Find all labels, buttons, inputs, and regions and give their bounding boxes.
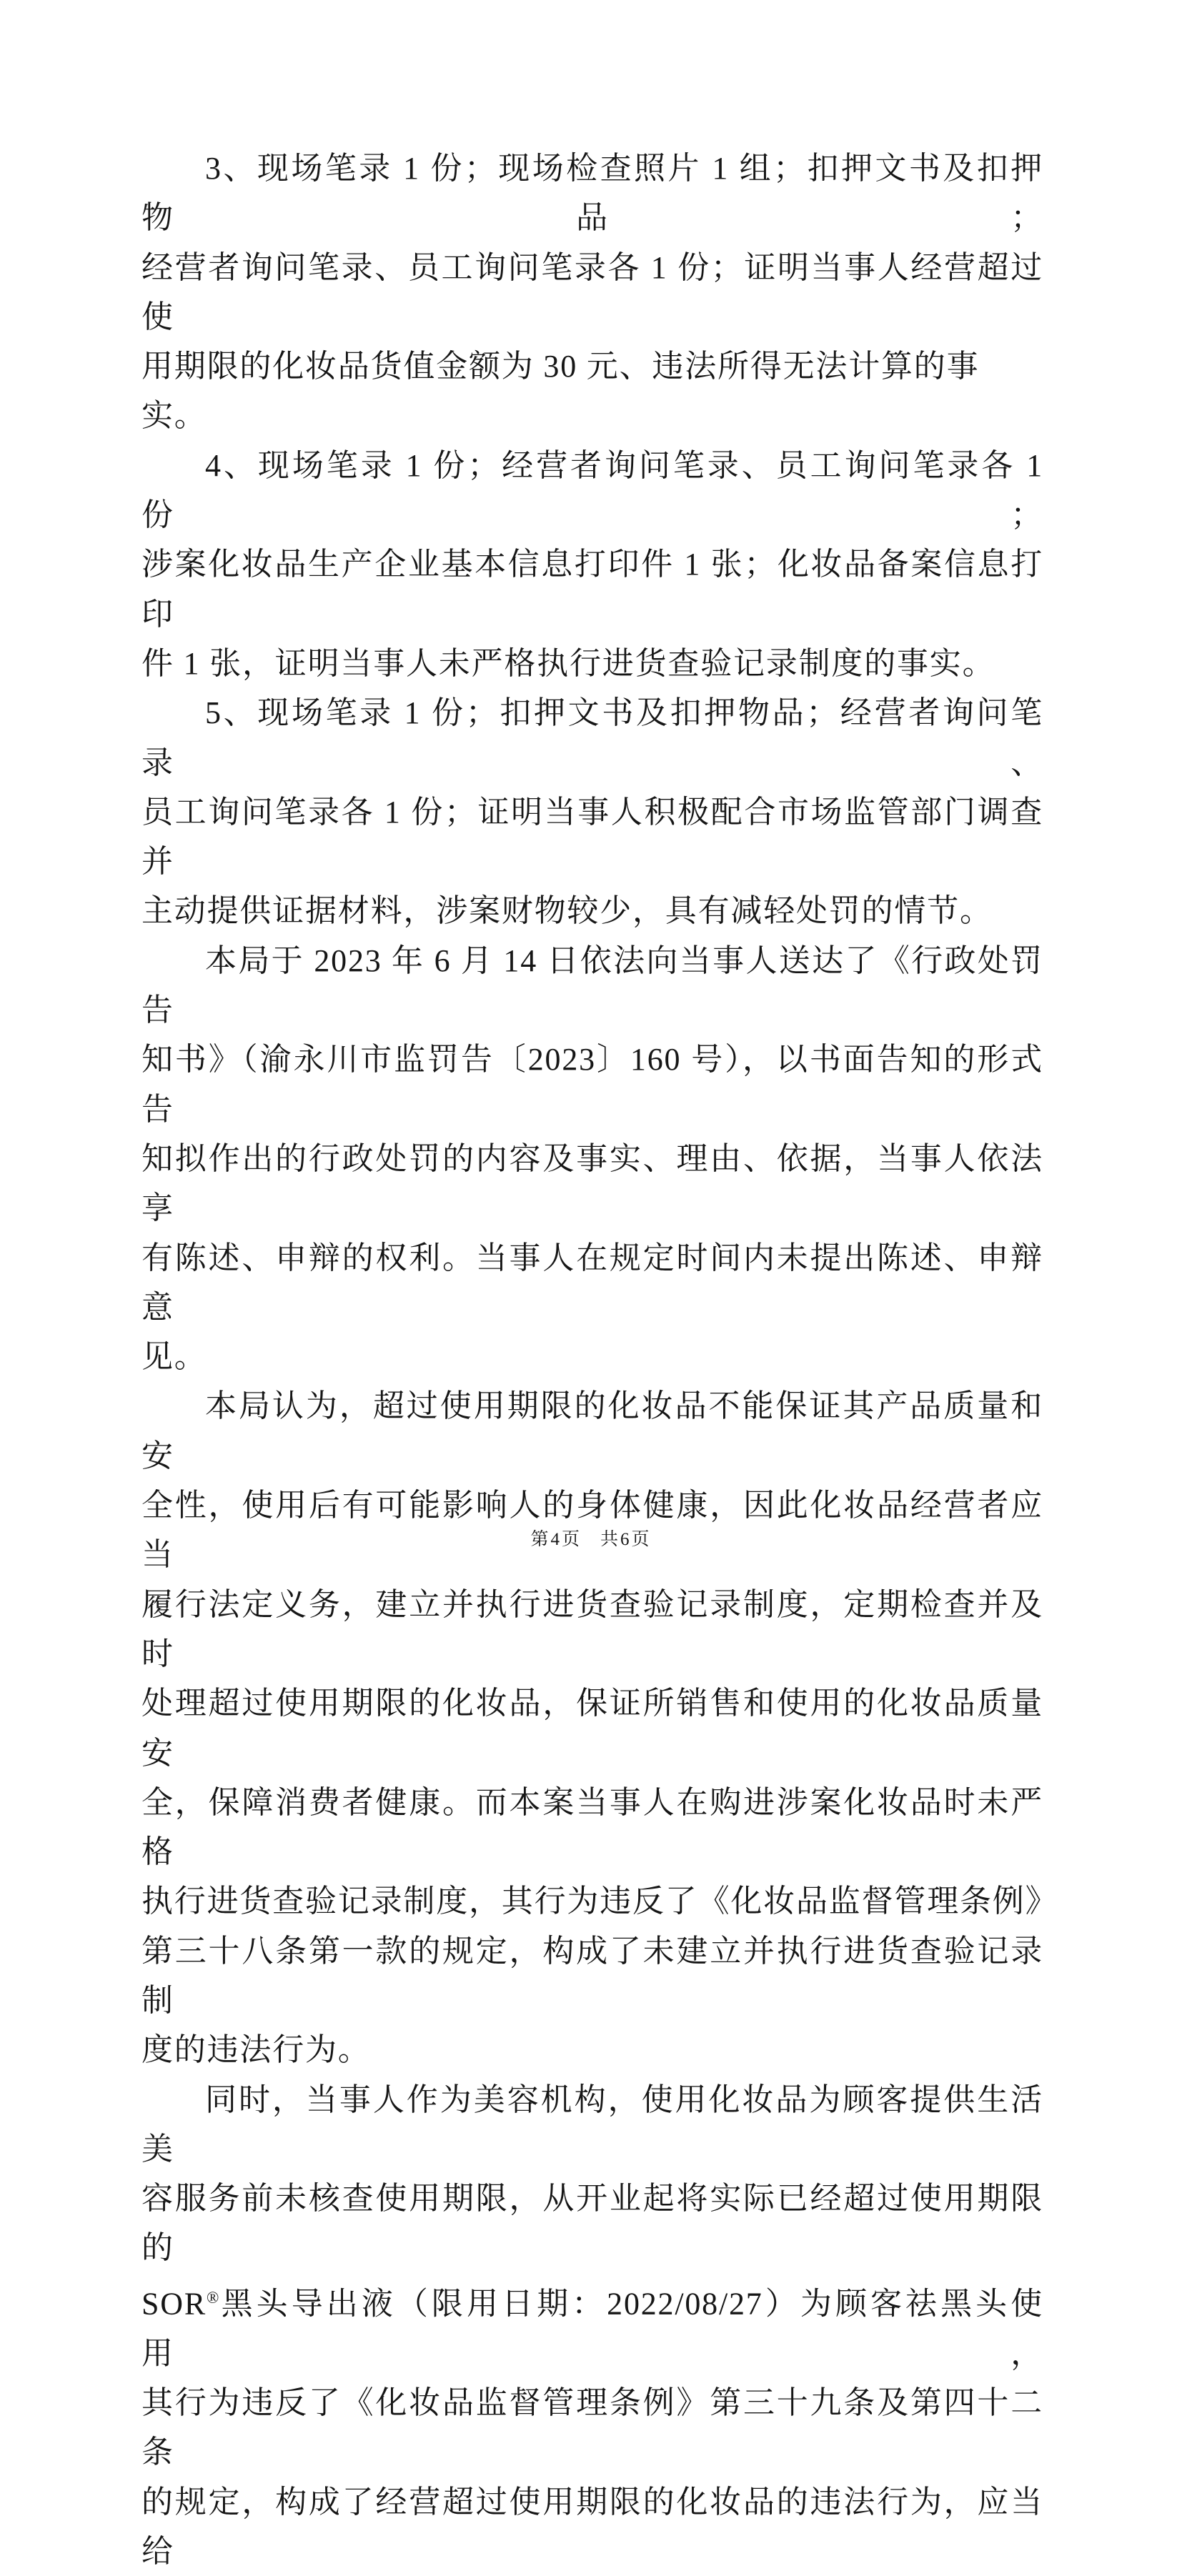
text-line: 本局认为，超过使用期限的化妆品不能保证其产品质量和安 (141, 1388, 1043, 1473)
text-line: 履行法定义务，建立并执行进货查验记录制度，定期检查并及时 (141, 1586, 1043, 1671)
paragraph (141, 1381, 1058, 2074)
page-number: 第4页 (530, 1530, 582, 1549)
text-line: 知拟作出的行政处罚的内容及事实、理由、依据，当事人依法享 (141, 1140, 1043, 1226)
text-line: 有陈述、申辩的权利。当事人在规定时间内未提出陈述、申辩意 (141, 1240, 1043, 1325)
paragraph (141, 2075, 1043, 2576)
paragraph (141, 688, 1043, 935)
text-line: 主动提供证据材料，涉案财物较少，具有减轻处罚的情节。 (141, 893, 993, 929)
text-line: 同时，当事人作为美容机构，使用化妆品为顾客提供生活美 (141, 2082, 1043, 2167)
text-line: 见。 (141, 1339, 207, 1375)
registered-trademark-icon: ® (207, 2288, 219, 2307)
paragraph (141, 441, 1043, 688)
text-line: 本局于 2023 年 6 月 14 日依法向当事人送达了《行政处罚告 (141, 943, 1043, 1028)
text-line: 度的违法行为。 (141, 2032, 371, 2068)
text-line: 员工询问笔录各 1 份；证明当事人积极配合市场监管部门调查并 (141, 794, 1043, 880)
text-line: 处理超过使用期限的化妆品，保证所销售和使用的化妆品质量安 (141, 1686, 1043, 1771)
page-footer (0, 1525, 1182, 1551)
text-line: SOR®黑头导出液（限用日期：2022/08/27）为顾客祛黑头使用， (141, 2286, 1043, 2371)
text-line: 经营者询问笔录、员工询问笔录各 1 份；证明当事人经营超过使 (141, 249, 1043, 334)
text-line: 执行进货查验记录制度，其行为违反了《化妆品监督管理条例》 (141, 1884, 1058, 1919)
page-total: 共6页 (600, 1530, 652, 1549)
text-line: 4、现场笔录 1 份；经营者询问笔录、员工询问笔录各 1 份； (141, 447, 1043, 533)
text-line: 件 1 张，证明当事人未严格执行进货查验记录制度的事实。 (141, 645, 995, 681)
text-line: 用期限的化妆品货值金额为 30 元、违法所得无法计算的事实。 (141, 349, 980, 434)
text-line: 5、现场笔录 1 份；扣押文书及扣押物品；经营者询问笔录、 (141, 695, 1043, 780)
paragraph (141, 936, 1043, 1382)
text-line: 知书》（渝永川市监罚告〔2023〕160 号），以书面告知的形式告 (141, 1042, 1043, 1127)
text-line: 全性，使用后有可能影响人的身体健康，因此化妆品经营者应当 (141, 1488, 1043, 1573)
text-line: 第三十八条第一款的规定，构成了未建立并执行进货查验记录制 (141, 1933, 1043, 2018)
text-line: 其行为违反了《化妆品监督管理条例》第三十九条及第四十二条 (141, 2385, 1043, 2470)
document-body (141, 144, 1058, 2576)
text-line: 3、现场笔录 1 份；现场检查照片 1 组；扣押文书及扣押物品； (141, 151, 1043, 236)
text-line: 容服务前未核查使用期限，从开业起将实际已经超过使用期限的 (141, 2181, 1043, 2266)
text-line: 涉案化妆品生产企业基本信息打印件 1 张；化妆品备案信息打印 (141, 547, 1043, 632)
paragraph (141, 144, 1043, 441)
text-line: 全，保障消费者健康。而本案当事人在购进涉案化妆品时未严格 (141, 1784, 1043, 1870)
text-line: 的规定，构成了经营超过使用期限的化妆品的违法行为，应当给 (141, 2484, 1043, 2569)
